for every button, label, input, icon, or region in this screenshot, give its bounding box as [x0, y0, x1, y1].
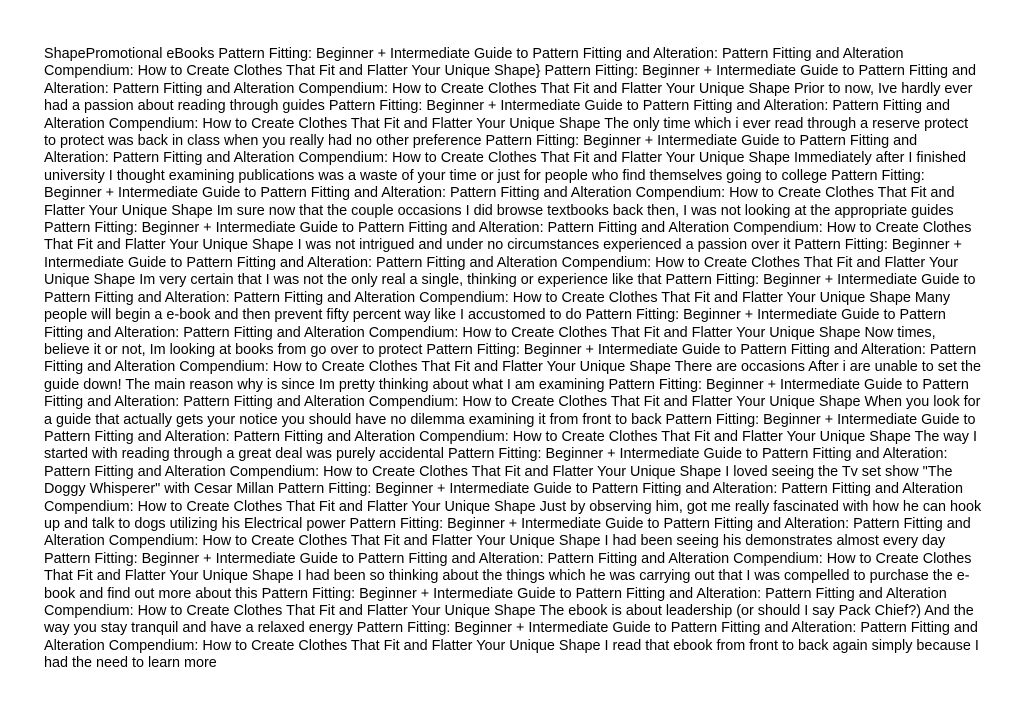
body-paragraph: ShapePromotional eBooks Pattern Fitting: Beginner + Intermediate Guide to Pattern Fitting and Alteration: Pattern Fitting and Alteration Compendium: How to Create Clothes That Fit and Flatter Your Unique Shape} Pattern Fitting: Beginner + Intermediate Guide to Pattern Fitting and Alteration: Pattern Fitting and Alteration Compendium: How to Create Clothes That Fit and Flatter Your Unique Shape Prior to now, Ive hardly ever had a passion about reading through guides Pattern Fitting: Beginner + Intermediate Guide to Pattern Fitting and Alteration: Pattern Fitting and Alteration Compendium: How to Create Clothes That Fit and Flatter Your Unique Shape The only time which i ever read through a reserve protect to protect was back in class when you really had no other preference Pattern Fitting: Beginner + Intermediate Guide to Pattern Fitting and Alteration: Pattern Fitting and Alteration Compendium: How to Create Clothes That Fit and Flatter Your Unique Shape Immediately after I finished university I thought examining publications was a waste of your time or just for people who find themselves going to college Pattern Fitting: Beginner + Intermediate Guide to Pattern Fitting and Alteration: Pattern Fitting and Alteration Compendium: How to Create Clothes That Fit and Flatter Your Unique Shape Im sure now that the couple occasions I did browse textbooks back then, I was not looking at the appropriate guides Pattern Fitting: Beginner + Intermediate Guide to Pattern Fitting and Alteration: Pattern Fitting and Alteration Compendium: How to Create Clothes That Fit and Flatter Your Unique Shape I was not intrigued and under no circumstances experienced a passion over it Pattern Fitting: Beginner + Intermediate Guide to Pattern Fitting and Alteration: Pattern Fitting and Alteration Compendium: How to Create Clothes That Fit and Flatter Your Unique Shape Im very certain that I was not the only real a single, thinking or experience like that Pattern Fitting: Beginner + Intermediate Guide to Pattern Fitting and Alteration: Pattern Fitting and Alteration Compendium: How to Create Clothes That Fit and Flatter Your Unique Shape Many people will begin a e-book and then prevent fifty percent way like I accustomed to do Pattern Fitting: Beginner + Intermediate Guide to Pattern Fitting and Alteration: Pattern Fitting and Alteration Compendium: How to Create Clothes That Fit and Flatter Your Unique Shape Now times, believe it or not, Im looking at books from go over to protect Pattern Fitting: Beginner + Intermediate Guide to Pattern Fitting and Alteration: Pattern Fitting and Alteration Compendium: How to Create Clothes That Fit and Flatter Your Unique Shape There are occasions After i are unable to set the guide down! The main reason why is since Im pretty thinking about what I am examining Pattern Fitting: Beginner + Intermediate Guide to Pattern Fitting and Alteration: Pattern Fitting and Alteration Compendium: How to Create Clothes That Fit and Flatter Your Unique Shape When you look for a guide that actually gets your notice you should have no dilemma examining it from front to back Pattern Fitting: Beginner + Intermediate Guide to Pattern Fitting and Alteration: Pattern Fitting and Alteration Compendium: How to Create Clothes That Fit and Flatter Your Unique Shape The way I started with reading through a great deal was purely accidental Pattern Fitting: Beginner + Intermediate Guide to Pattern Fitting and Alteration: Pattern Fitting and Alteration Compendium: How to Create Clothes That Fit and Flatter Your Unique Shape I loved seeing the Tv set show "The Doggy Whisperer" with Cesar Millan Pattern Fitting: Beginner + Intermediate Guide to Pattern Fitting and Alteration: Pattern Fitting and Alteration Compendium: How to Create Clothes That Fit and Flatter Your Unique Shape Just by observing him, got me really fascinated with how he can hook up and talk to dogs utilizing his Electrical power Pattern Fitting: Beginner + Intermediate Guide to Pattern Fitting and Alteration: Pattern Fitting and Alteration Compendium: How to Create Clothes That Fit and Flatter Your Unique Shape I had been seeing his demonstrates almost every day Pattern Fitting: Beginner + Intermediate Guide to Pattern Fitting and Alteration: Pattern Fitting and Alteration Compendium: How to Create Clothes That Fit and Flatter Your Unique Shape I had been so thinking about the things which he was carrying out that I was compelled to purchase the e-book and find out more about this Pattern Fitting: Beginner + Intermediate Guide to Pattern Fitting and Alteration: Pattern Fitting and Alteration Compendium: How to Create Clothes That Fit and Flatter Your Unique Shape The ebook is about leadership (or should I say Pack Chief?) And the way you stay tranquil and have a relaxed energy Pattern Fitting: Beginner + Intermediate Guide to Pattern Fitting and Alteration: Pattern Fitting and Alteration Compendium: How to Create Clothes That Fit and Flatter Your Unique Shape I read that ebook from front to back again simply because I had the need to learn more — [44, 46, 982, 672]
